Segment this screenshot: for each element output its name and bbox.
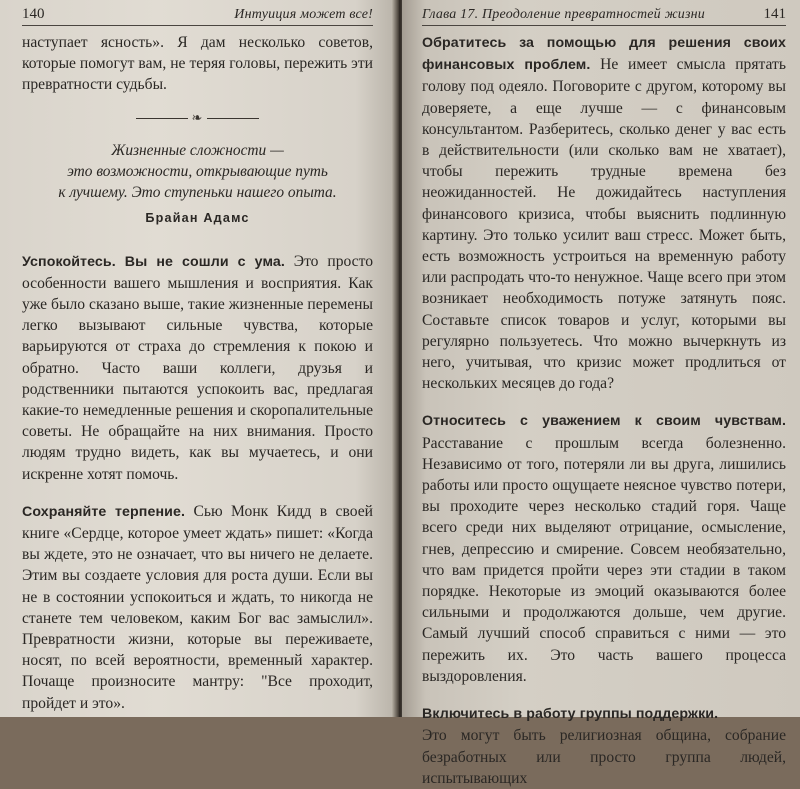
right-section-1-heading: Обратитесь за помощью для решения своих финансовых проблем.	[422, 35, 786, 74]
left-section-1-heading: Успокойтесь. Вы не сошли с ума.	[22, 253, 285, 270]
right-section-1	[422, 32, 786, 394]
left-page	[0, 0, 395, 717]
left-section-2-heading: Сохраняйте терпение.	[22, 503, 185, 520]
left-running-head	[22, 6, 373, 26]
left-page-number: 140	[22, 6, 45, 22]
right-section-2-heading: Относитесь с уважением к своим чувствам.	[422, 413, 786, 430]
quote-line-1: Жизненные сложности —	[111, 141, 284, 159]
right-section-2	[422, 410, 786, 687]
right-running-title: Глава 17. Преодоление превратностей жизни	[422, 7, 706, 22]
right-section-3	[422, 703, 786, 725]
right-section-3-body: Это могут быть религиозная община, собрание безработных или просто группа людей, испытывающих	[422, 727, 786, 787]
right-page-number: 141	[763, 6, 786, 22]
right-section-3-heading: Включитесь в работу группы поддержки.	[422, 706, 719, 723]
quote-line-2: это возможности, открывающие путь	[67, 162, 328, 180]
ornament	[22, 110, 373, 126]
left-section-2-body: Сью Монк Кидд в своей книге «Сердце, которое умеет ждать» пишет: «Когда вы ждете, это не означает, что вы ничего не делаете. Этим вы создаете условия для роста души. Если вы не в состоянии успокоиться и ждать, то никогда не станете тем человеком, каким Бог вас замыслил». Превратности жизни, которые вы переживаете, носят, по всей вероятности, временный характер. Почаще произносите мантру: "Все проходит, пройдет и это».	[22, 502, 373, 712]
left-section-1	[22, 251, 373, 485]
epigraph-quote	[30, 140, 365, 203]
quote-author: Брайан Адамс	[145, 210, 250, 225]
right-running-head	[422, 6, 786, 26]
ornament-glyph: ❧	[191, 109, 204, 125]
quote-line-3: к лучшему. Это ступеньки нашего опыта.	[58, 183, 337, 201]
right-page	[402, 0, 800, 787]
left-running-title: Интуиция может все!	[234, 7, 373, 22]
left-section-1-body: Это просто особенности вашего мышления и восприятия. Как уже было сказано выше, такие жизненные перемены легко вызывают сильные чувства, которые варьируются от страха до стремления к покою и обратно. Часто ваши коллеги, друзья и родственники пытаются успокоить вас, предлагая какие-то немедленные решения и скоропалительные советы. Не обращайте на них внимания. Просто людям трудно видеть, как вы мучаетесь, и они искренне хотят помочь.	[22, 252, 373, 483]
right-section-2-body: Расставание с прошлым всегда болезненно. Независимо от того, потеряли ли вы друга, лишились работы или просто ощущаете неясное чувство потери, вы проходите через несколько стадий горя. Чаще всего среди них выделяют отрицание, осмысление, гнев, депрессию и смирение. Совсем необязательно, что вам придется пройти через эти стадии в таком порядке. Некоторые из эмоций оказываются более сильными и продолжаются дольше, чем другие. Самый лучший способ справиться с ними — это пережить их. Это часть вашего процесса выздоровления.	[422, 434, 786, 685]
left-section-2	[22, 501, 373, 714]
right-section-1-body: Не имеет смысла прятать голову под одеяло. Поговорите с другом, которому вы доверяете, а еще лучше — с финансовым консультантом. Разберитесь, сколько денег у вас есть в действительности (или сколько вам не хватает), чтобы пережить трудные времена без неожиданностей. Не дожидайтесь наступления финансового кризиса, чтобы выяснить подлинную картину. Это только усилит ваш стресс. Может быть, есть возможность устроиться на временную работу или распродать что-то ненужное. Чаще всего при этом возникает необходимость потуже затянуть пояс. Составьте список товаров и услуг, которыми вы регулярно пользуетесь. Что можно вычеркнуть из него, учитывая, что кризис может продлиться от нескольких месяцев до года?	[422, 56, 786, 393]
left-intro-paragraph: наступает ясность». Я дам несколько советов, которые помогут вам, не теряя головы, пережить эти превратности судьбы.	[22, 34, 373, 94]
